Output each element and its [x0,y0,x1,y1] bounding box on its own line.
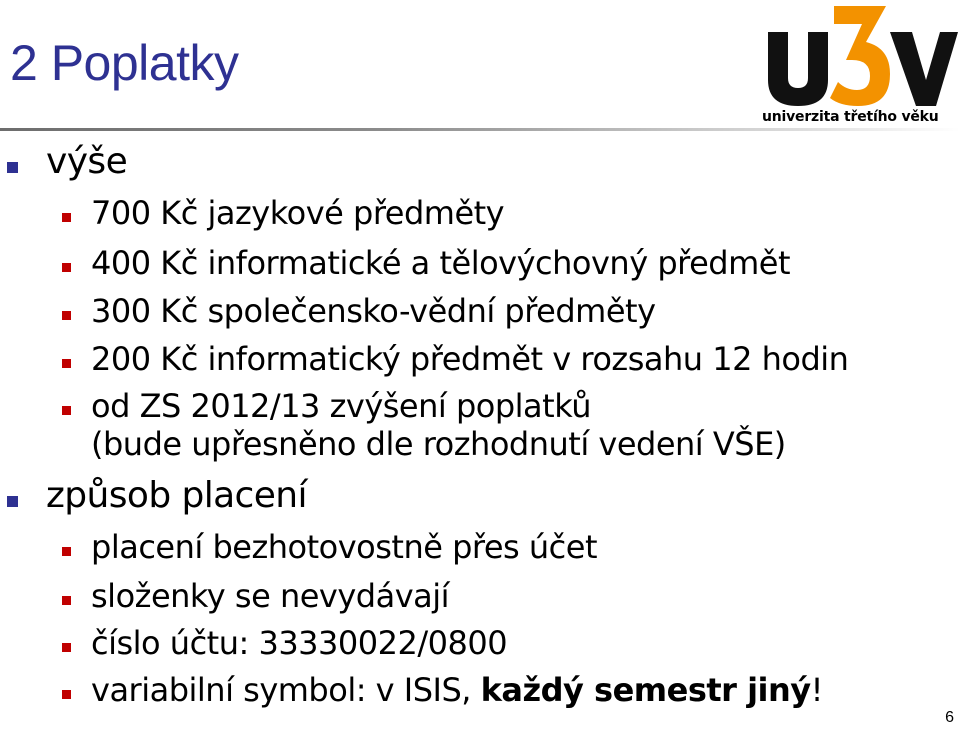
variable-symbol-suffix: ! [810,671,823,709]
logo-letter-v [890,32,958,106]
section-heading-zpusob-placeni: způsob placení [46,475,307,516]
list-item: 700 Kč jazykové předměty [91,194,505,232]
list-item-continuation: (bude upřesněno dle rozhodnutí vedení VŠE) [91,425,786,463]
logo-letter-u [768,32,828,106]
list-item: složenky se nevydávají [91,577,450,615]
level2-bullet [62,263,71,272]
list-item: placení bezhotovostně přes účet [91,528,597,566]
list-item: číslo účtu: 33330022/0800 [91,624,508,662]
logo-digit-3 [830,6,890,106]
page-number: 6 [945,709,954,726]
list-item: od ZS 2012/13 zvýšení poplatků [91,387,592,425]
logo-caption: univerzita třetího věku [762,109,939,125]
level2-bullet [62,359,71,368]
level2-bullet [62,213,71,222]
level2-bullet [62,690,71,699]
level2-bullet [62,547,71,556]
level1-bullet [7,162,18,173]
level2-bullet [62,406,71,415]
list-item: 300 Kč společensko-vědní předměty [91,292,656,330]
slide-title: 2 Poplatky [10,35,239,91]
level2-bullet [62,643,71,652]
list-item: 400 Kč informatické a tělovýchovný předmět [91,244,790,282]
list-item: 200 Kč informatický předmět v rozsahu 12 hodin [91,340,849,378]
list-item-variable-symbol [91,671,823,709]
level2-bullet [62,596,71,605]
section-heading-vyse: výše [46,141,128,182]
title-divider [0,128,960,131]
level1-bullet [7,496,18,507]
variable-symbol-emphasis: každý semestr jiný [480,671,811,709]
level2-bullet [62,311,71,320]
variable-symbol-prefix: variabilní symbol: v ISIS, [91,671,481,709]
